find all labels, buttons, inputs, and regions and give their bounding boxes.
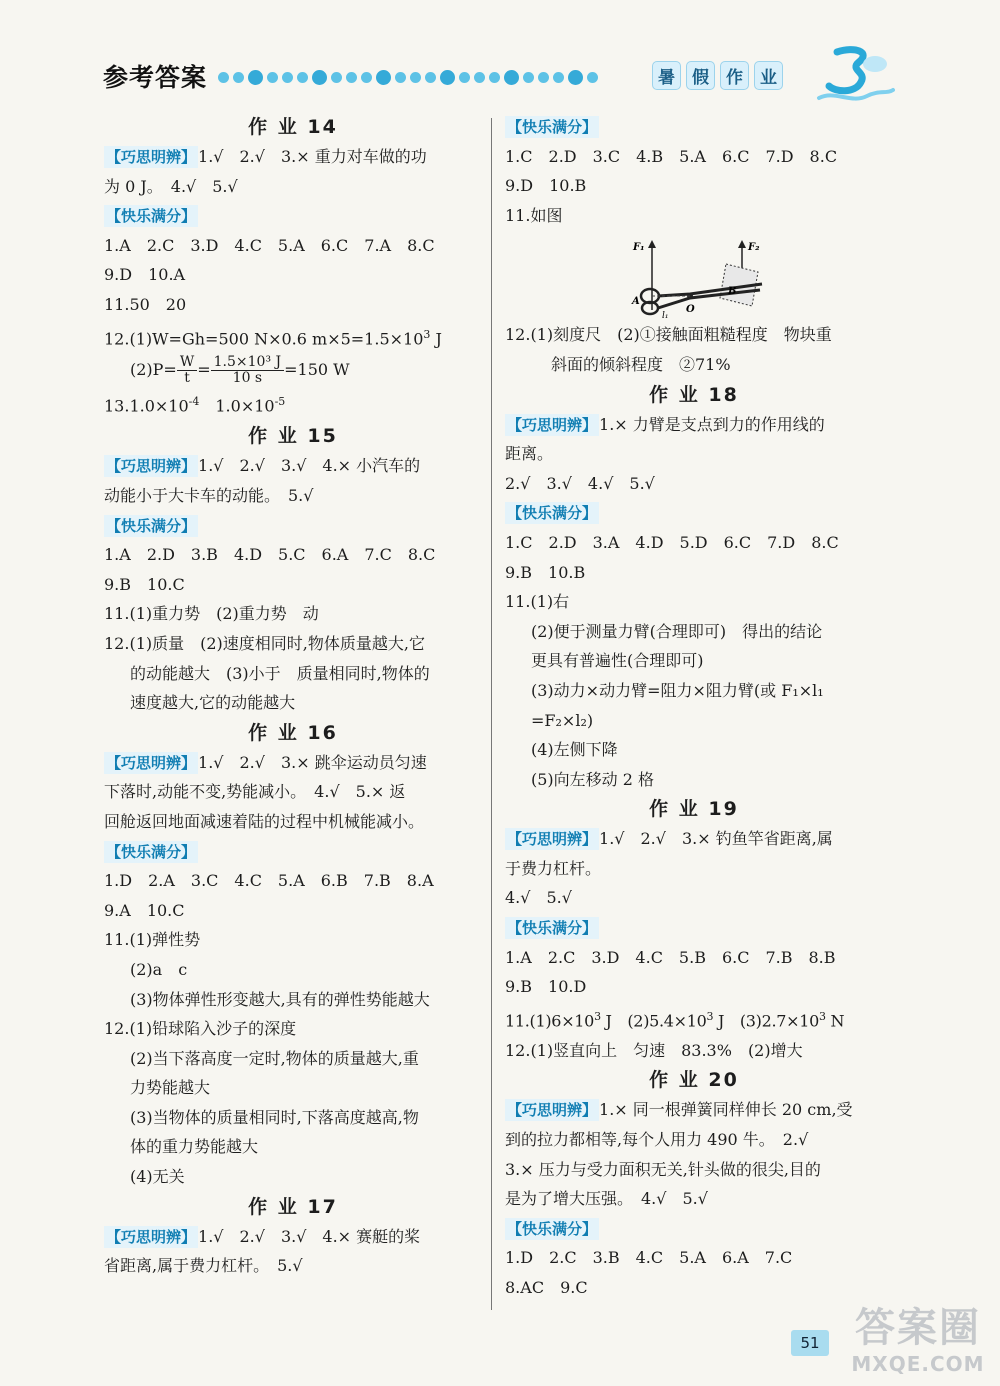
answer-line: 省距离,属于费力杠杆。 5.√: [104, 1256, 303, 1276]
answer-line: 1.A 2.C 3.D 4.C 5.B 6.C 7.B 8.B: [505, 947, 836, 967]
answer-line: 更具有普遍性(合理即可): [531, 651, 704, 671]
answer-line: 距离。: [505, 444, 554, 464]
section-tag-full-marks: 【快乐满分】: [507, 118, 598, 136]
answer-line: 的动能越大 (3)小于 质量相同时,物体的: [130, 663, 430, 683]
answer-line: 是为了增大压强。 4.√ 5.√: [505, 1189, 708, 1209]
answer-line: (2)便于测量力臂(合理即可) 得出的结论: [531, 621, 823, 641]
answer-line: [505, 112, 883, 142]
answer-line: (3)动力×动力臂=阻力×阻力臂(或 F₁×l₁: [531, 680, 824, 700]
homework-20-heading: 作 业 20: [649, 1069, 739, 1092]
answer-line: (2)a c: [130, 959, 188, 979]
answer-line: [104, 511, 482, 541]
banner-char: 假: [686, 61, 715, 90]
answer-line: 12.(1)W=Gh=500 N×0.6 $m\times 5=1.5\times 10^3$ J: [104, 327, 442, 348]
answer-line: 【巧思明辨】 1.√ 2.√ 3.× 跳伞运动员匀速: [106, 752, 427, 772]
answer-line: $13.1.0\times 10^{-4}$ $1.0\times 10^{-5}$: [104, 395, 286, 416]
power-formula-line: (2)P= $\frac{W}{t}$ = $\frac{\text{1.5×10³ J}}{10 s}$ =150 W: [130, 354, 350, 387]
answer-line: 于费力杠杆。: [505, 858, 602, 878]
banner-char: 作: [720, 61, 749, 90]
section-tag-thinking: 【巧思明辨】: [106, 1227, 197, 1246]
answer-line: $11.(1)6\times 10^3$ J $(2)5.4\times 10^3$ J $(3)2.7\times 10^3$ N: [505, 1009, 845, 1031]
section-tag-thinking: 【巧思明辨】: [106, 753, 197, 772]
page-header: [0, 0, 1000, 110]
section-tag-thinking: 【巧思明辨】: [507, 830, 598, 849]
answer-line: 11.如图: [505, 205, 563, 225]
section-tag-thinking: 【巧思明辨】: [106, 148, 197, 166]
answer-line: 斜面的倾斜程度 ②71%: [551, 354, 731, 374]
answer-line: 为 0 J。 4.√ 5.√: [104, 176, 238, 196]
answer-line: 动能小于大卡车的动能。 5.√: [104, 486, 314, 505]
answer-line: (3)当物体的质量相同时,下落高度越高,物: [130, 1107, 419, 1127]
right-column: [505, 112, 883, 1303]
answer-line: 11.(1)重力势 (2)重力势 动: [104, 604, 319, 624]
answer-line: (4)无关: [130, 1167, 185, 1187]
answer-line: 11.50 20: [104, 294, 187, 314]
answer-line: 11.(1)右: [505, 592, 570, 612]
wave-logo-icon: [815, 42, 895, 106]
label-l1: l₁: [662, 311, 669, 319]
section-tag-full-marks: 【快乐满分】: [106, 842, 197, 861]
answer-line: [104, 837, 482, 867]
banner-char: 暑: [652, 61, 681, 90]
section-tag-full-marks: 【快乐满分】: [106, 207, 197, 226]
answer-line: 下落时,动能不变,势能减小。 4.√ 5.× 返: [104, 782, 406, 802]
homework-14-heading: 作 业 14: [248, 116, 338, 138]
answer-line: 12.(1)刻度尺 (2)①接触面粗糙程度 物块重: [505, 325, 832, 345]
answer-line: 2.√ 3.√ 4.√ 5.√: [505, 473, 655, 493]
answer-line: 到的拉力都相等,每个人用力 490 牛。 2.√: [505, 1129, 809, 1149]
answer-line: 【巧思明辨】 1.× 同一根弹簧同样伸长 20 cm,受: [507, 1100, 853, 1120]
answer-line: 【巧思明辨】 1.√ 2.√ 3.× 钓鱼竿省距离,属: [507, 829, 833, 849]
answer-line: (2)当下落高度一定时,物体的质量越大,重: [130, 1048, 419, 1068]
answer-line: [104, 201, 482, 231]
answer-line: 1.C 2.D 3.C 4.B 5.A 6.C 7.D 8.C: [505, 146, 838, 166]
answer-line: 【巧思明辨】 1.× 力臂是支点到力的作用线的: [507, 414, 825, 434]
homework-17-heading: 作 业 17: [248, 1195, 338, 1218]
label-a: A: [632, 296, 640, 308]
answer-line: [505, 1214, 883, 1244]
answer-line: 3.× 压力与受力面积无关,针头做的很尖,目的: [505, 1159, 821, 1179]
answer-line: (4)左侧下降: [531, 740, 618, 760]
section-tag-full-marks: 【快乐满分】: [507, 1219, 598, 1238]
watermark-text: 答案圈: [855, 1305, 981, 1351]
answer-line: 9.D 10.B: [505, 176, 587, 196]
answer-line: [505, 498, 883, 528]
watermark-url: MXQE.COM: [851, 1352, 985, 1376]
answer-line: 12.(1)铅球陷入沙子的深度: [104, 1019, 297, 1039]
answer-line: 9.B 10.C: [104, 574, 185, 594]
left-column: [104, 112, 482, 1281]
section-tag-thinking: 【巧思明辨】: [507, 1101, 598, 1120]
watermark-logo: [838, 1296, 998, 1382]
answer-line: 8.AC 9.C: [505, 1277, 588, 1297]
scissors-diagram-icon: [630, 232, 770, 318]
answer-line: 12.(1)质量 (2)速度相同时,物体质量越大,它: [104, 633, 425, 653]
answer-line: 9.B 10.D: [505, 977, 587, 997]
answer-line: [505, 913, 883, 943]
answer-line: 9.A 10.C: [104, 900, 185, 920]
answer-line: 4.√ 5.√: [505, 888, 572, 908]
section-tag-thinking: 【巧思明辨】: [106, 457, 197, 476]
answer-line: 力势能越大: [130, 1078, 211, 1098]
header-title: 参考答案: [103, 63, 208, 92]
section-tag-thinking: 【巧思明辨】: [507, 415, 598, 434]
label-f2: F₂: [748, 242, 760, 254]
section-tag-full-marks: 【快乐满分】: [106, 516, 197, 535]
answer-line: 1.C 2.D 3.A 4.D 5.D 6.C 7.D 8.C: [505, 532, 839, 552]
answer-line: 12.(1)竖直向上 匀速 83.3% (2)增大: [505, 1040, 803, 1060]
answer-line: 【巧思明辨】 1.√ 2.√ 3.× 重力对车做的功: [106, 147, 427, 166]
label-o: O: [686, 304, 695, 316]
section-tag-full-marks: 【快乐满分】: [507, 919, 598, 938]
homework-15-heading: 作 业 15: [248, 425, 338, 448]
summer-homework-banner: [652, 60, 783, 90]
decorative-dots: [218, 70, 598, 85]
answer-line: (5)向左移动 2 格: [531, 769, 655, 789]
column-divider: [491, 118, 492, 1310]
answer-line: (3)物体弹性形变越大,具有的弹性势能越大: [130, 989, 430, 1009]
scissors-lever-figure: [505, 230, 883, 320]
answer-line: =F₂×l₂): [531, 710, 594, 730]
homework-19-heading: 作 业 19: [649, 798, 739, 821]
section-tag-full-marks: 【快乐满分】: [507, 504, 598, 523]
answer-line: 1.D 2.C 3.B 4.C 5.A 6.A 7.C: [505, 1248, 793, 1268]
homework-18-heading: 作 业 18: [649, 383, 739, 406]
answer-line: 【巧思明辨】 1.√ 2.√ 3.√ 4.× 小汽车的: [106, 456, 421, 476]
label-f1: F₁: [633, 242, 645, 254]
homework-16-heading: 作 业 16: [248, 721, 338, 744]
answer-line: 9.D 10.A: [104, 265, 186, 285]
answer-line: 1.D 2.A 3.C 4.C 5.A 6.B 7.B 8.A: [104, 871, 434, 891]
answer-line: 9.B 10.B: [505, 562, 586, 582]
banner-char: 业: [754, 61, 783, 90]
page-number: 51: [791, 1330, 829, 1356]
answer-line: 1.A 2.C 3.D 4.C 5.A 6.C 7.A 8.C: [104, 235, 435, 255]
answer-line: 1.A 2.D 3.B 4.D 5.C 6.A 7.C 8.C: [104, 545, 436, 565]
answer-line: 回舱返回地面减速着陆的过程中机械能减小。: [104, 811, 425, 831]
answer-line: 体的重力势能越大: [130, 1137, 259, 1157]
answer-line: 速度越大,它的动能越大: [130, 693, 296, 713]
answer-line: 【巧思明辨】 1.√ 2.√ 3.√ 4.× 赛艇的桨: [106, 1226, 421, 1246]
answer-line: 11.(1)弹性势: [104, 930, 201, 950]
label-b: B: [728, 286, 737, 298]
